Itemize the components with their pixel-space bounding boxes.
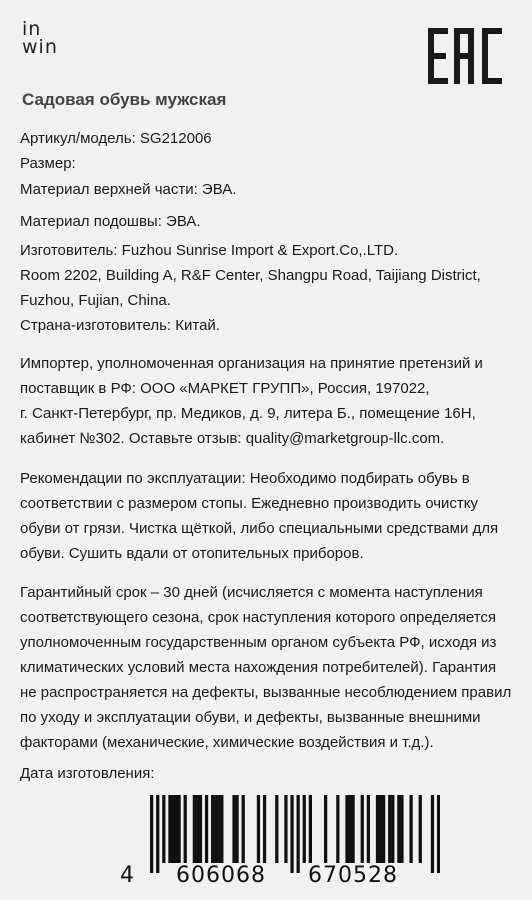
manufacturer-block xyxy=(20,238,514,338)
barcode-digit-group: 4 xyxy=(120,863,135,888)
barcode-bar xyxy=(409,795,412,863)
barcode-bar xyxy=(275,795,278,863)
production-date-label: Дата изготовления: xyxy=(20,765,155,782)
barcode-bar xyxy=(257,795,260,863)
barcode-bar xyxy=(336,795,339,863)
barcode-bar xyxy=(199,795,202,863)
logo-line-2: win xyxy=(22,36,58,58)
importer-line: Импортер, уполномоченная организация на принятие претензий и xyxy=(20,355,483,372)
manufacturer-line: Room 2202, Building A, R&F Center, Shangpu Road, Taijiang District, xyxy=(20,267,481,284)
barcode-bar xyxy=(419,795,422,863)
upper-material-line: Материал верхней части: ЭВА. xyxy=(20,181,237,198)
barcode-bar xyxy=(171,795,174,863)
barcode-bar xyxy=(242,795,245,863)
warranty-line: факторами (механические, химические воздействия и т.д.). xyxy=(20,734,434,751)
barcode-bar xyxy=(174,795,177,863)
warranty-line: соответствующего сезона, срок наступления которого определяется xyxy=(20,609,497,626)
product-title: Садовая обувь мужская xyxy=(22,90,227,109)
barcode xyxy=(150,795,440,873)
warranty-line: уполномоченным государственным органом субъекта РФ, исходя из xyxy=(20,634,497,651)
barcode-bar xyxy=(284,795,287,863)
barcode-bar xyxy=(211,795,214,863)
barcode-bar xyxy=(400,795,403,863)
barcode-bar xyxy=(184,795,187,863)
barcode-bar xyxy=(303,795,306,863)
barcode-bar xyxy=(379,795,382,863)
warranty-line: климатических условий места нахождения потребителей). Гарантия xyxy=(20,659,497,676)
barcode-bar xyxy=(382,795,385,863)
care-line: Рекомендации по эксплуатации: Необходимо подбирать обувь в xyxy=(20,470,470,487)
barcode-bar xyxy=(214,795,217,863)
importer-line: поставщик в РФ: ООО «МАРКЕТ ГРУПП», Россия, 197022, xyxy=(20,380,430,397)
barcode-bar xyxy=(367,795,370,863)
product-specs xyxy=(20,127,514,234)
barcode-bar xyxy=(351,795,354,863)
barcode-bar xyxy=(437,795,440,873)
manufacturer-line: Страна-изготовитель: Китай. xyxy=(20,317,220,334)
barcode-digit-group: 670528 xyxy=(308,863,398,888)
barcode-bar xyxy=(196,795,199,863)
barcode-bar xyxy=(361,795,364,863)
importer-line: г. Санкт-Петербург, пр. Медиков, д. 9, литера Б., помещение 16Н, xyxy=(20,405,476,422)
barcode-bar xyxy=(309,795,312,863)
barcode-bar xyxy=(345,795,348,863)
importer-line: кабинет №302. Оставьте отзыв: quality@marketgroup-llc.com. xyxy=(20,430,445,447)
care-instructions-block xyxy=(20,466,514,566)
logo-line-1: in xyxy=(22,18,42,40)
warranty-line: не распространяется на дефекты, вызванные несоблюдением правил xyxy=(20,684,512,701)
barcode-bar xyxy=(391,795,394,863)
article-line: Артикул/модель: SG212006 xyxy=(20,130,212,147)
barcode-bar xyxy=(376,795,379,863)
warranty-line: по уходу и эксплуатации обуви, и дефекты, вызванные внешними xyxy=(20,709,481,726)
barcode-bar xyxy=(217,795,220,863)
barcode-bar xyxy=(431,795,434,873)
barcode-bar xyxy=(235,795,238,863)
barcode-bar xyxy=(348,795,351,863)
barcode-bar xyxy=(150,795,153,873)
barcode-bar xyxy=(297,795,300,873)
warranty-block xyxy=(20,580,514,755)
barcode-bar xyxy=(177,795,180,863)
barcode-bar xyxy=(290,795,293,873)
barcode-bar xyxy=(324,795,327,863)
sole-material-line: Материал подошвы: ЭВА. xyxy=(20,212,201,230)
eac-certification-mark xyxy=(428,28,504,84)
barcode-bar xyxy=(156,795,159,873)
barcode-bar xyxy=(168,795,171,863)
barcode-bar xyxy=(193,795,196,863)
barcode-digit-group: 606068 xyxy=(176,863,266,888)
barcode-bar xyxy=(397,795,400,863)
barcode-bar xyxy=(388,795,391,863)
care-line: соответствии с размером стопы. Ежедневно производить очистку xyxy=(20,495,479,512)
care-line: обуви. Сушить вдали от отопительных приборов. xyxy=(20,545,364,562)
size-line: Размер: xyxy=(20,154,76,172)
care-line: обуви от грязи. Чистка щёткой, либо специальными средствами для xyxy=(20,520,499,537)
brand-logo xyxy=(22,20,58,56)
barcode-bar xyxy=(232,795,235,863)
manufacturer-line: Fuzhou, Fujian, China. xyxy=(20,292,171,309)
warranty-line: Гарантийный срок – 30 дней (исчисляется с момента наступления xyxy=(20,584,483,601)
manufacturer-line: Изготовитель: Fuzhou Sunrise Import & Export.Co,.LTD. xyxy=(20,242,399,259)
barcode-bar xyxy=(263,795,266,863)
barcode-bar xyxy=(205,795,208,863)
importer-block xyxy=(20,351,514,451)
barcode-bar xyxy=(162,795,165,863)
barcode-bar xyxy=(220,795,223,863)
